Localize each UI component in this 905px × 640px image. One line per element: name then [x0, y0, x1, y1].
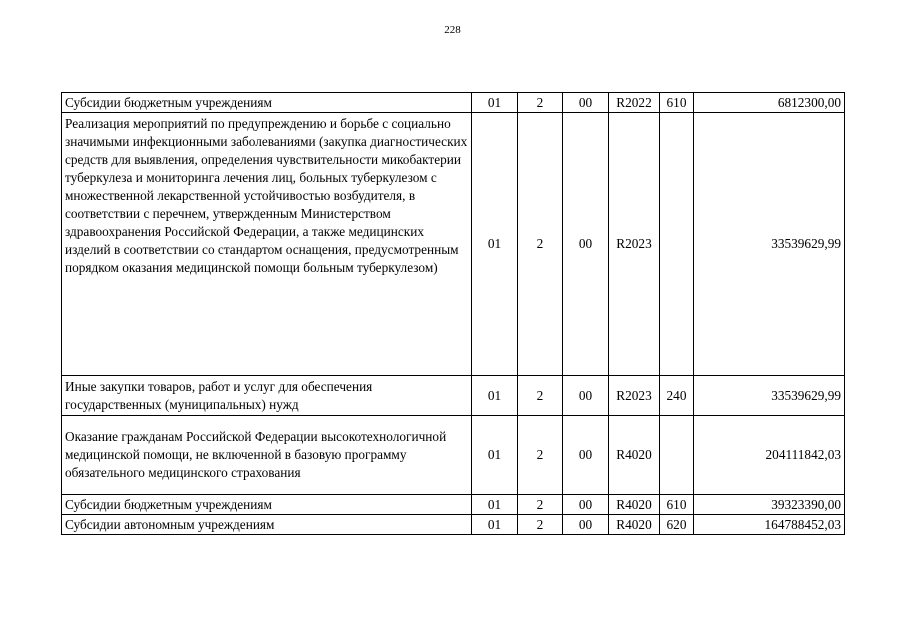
row-name-cell: [62, 416, 472, 495]
row-name-cell: [62, 515, 472, 535]
program-cell: 00: [563, 515, 609, 535]
section-cell: 01: [472, 376, 518, 416]
amount-cell: 33539629,99: [694, 376, 845, 416]
row-name-cell: [62, 113, 472, 376]
target-code-cell: R2023: [609, 376, 660, 416]
amount-cell: 204111842,03: [694, 416, 845, 495]
amount-cell: 6812300,00: [694, 93, 845, 113]
expense-type-cell: 610: [660, 495, 694, 515]
row-name: Субсидии бюджетным учреждениям: [65, 94, 272, 110]
section-cell: 01: [472, 113, 518, 376]
program-cell: 00: [563, 495, 609, 515]
program-cell: 00: [563, 376, 609, 416]
table-row: [62, 376, 845, 416]
subsection-cell: 2: [518, 416, 563, 495]
subsection-cell: 2: [518, 515, 563, 535]
program-cell: 00: [563, 93, 609, 113]
row-name: Оказание гражданам Российской Федерации высокотехнологичной медицинской помощи, не включенной в базовую программу обязательного медицинского страхования: [65, 429, 447, 480]
row-name-cell: [62, 93, 472, 113]
target-code-cell: R2023: [609, 113, 660, 376]
table-row: [62, 93, 845, 113]
program-cell: 00: [563, 416, 609, 495]
section-cell: 01: [472, 93, 518, 113]
target-code-cell: R4020: [609, 416, 660, 495]
page-number: 228: [444, 24, 461, 36]
row-name: Субсидии бюджетным учреждениям: [65, 496, 272, 512]
target-code-cell: R2022: [609, 93, 660, 113]
section-cell: 01: [472, 515, 518, 535]
row-name-cell: [62, 376, 472, 416]
subsection-cell: 2: [518, 113, 563, 376]
section-cell: 01: [472, 416, 518, 495]
table-row: [62, 495, 845, 515]
budget-table: [61, 92, 845, 535]
row-name: Реализация мероприятий по предупреждению и борьбе с социально значимыми инфекционными заболеваниями (закупка диагностических средств для выявления, определения чувствительности микобактерии туберкулеза и мониторинга лечения лиц, больных туберкулезом с множественной лекарственной устойчивостью возбудителя, в соответствии с перечнем, утвержденным Министерством здравоохранения Российской Федерации, а также медицинских изделий в соответствии со стандартом оснащения, предусмотренным порядком оказания медицинской помощи больным туберкулезом): [65, 116, 468, 275]
program-cell: 00: [563, 113, 609, 376]
row-name: Субсидии автономным учреждениям: [65, 516, 275, 532]
expense-type-cell: 240: [660, 376, 694, 416]
table-row: [62, 416, 845, 495]
amount-cell: 33539629,99: [694, 113, 845, 376]
subsection-cell: 2: [518, 376, 563, 416]
target-code-cell: R4020: [609, 515, 660, 535]
expense-type-cell: 610: [660, 93, 694, 113]
subsection-cell: 2: [518, 93, 563, 113]
expense-type-cell: 620: [660, 515, 694, 535]
expense-type-cell: [660, 113, 694, 376]
expense-type-cell: [660, 416, 694, 495]
amount-cell: 39323390,00: [694, 495, 845, 515]
amount-cell: 164788452,03: [694, 515, 845, 535]
row-name-cell: [62, 495, 472, 515]
row-name: Иные закупки товаров, работ и услуг для обеспечения государственных (муниципальных) нужд: [65, 378, 373, 412]
target-code-cell: R4020: [609, 495, 660, 515]
subsection-cell: 2: [518, 495, 563, 515]
table-row: [62, 515, 845, 535]
section-cell: 01: [472, 495, 518, 515]
table-row: [62, 113, 845, 376]
